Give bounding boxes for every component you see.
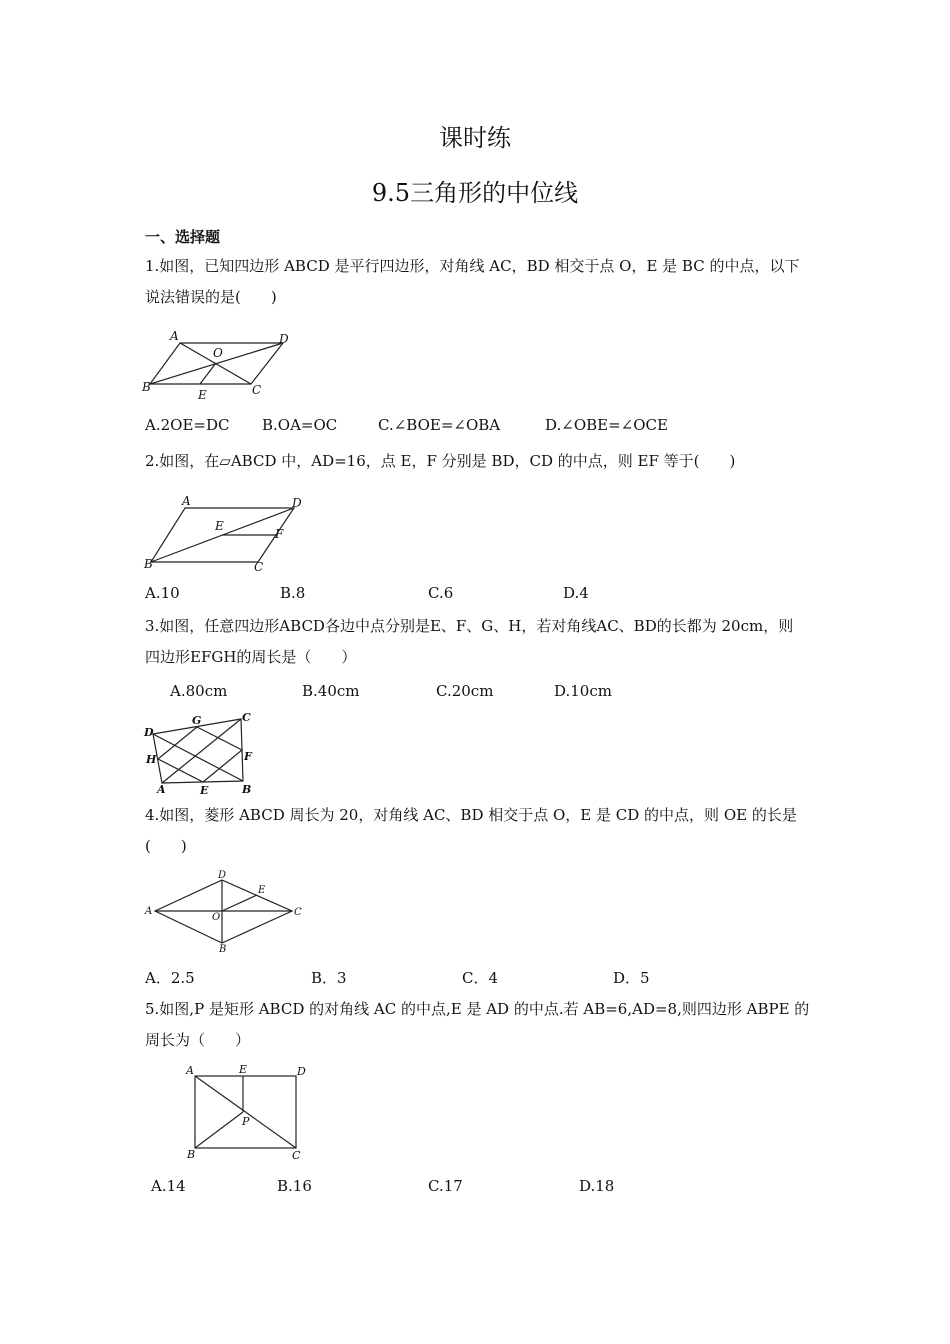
fig1-label-o: O [213, 346, 223, 360]
fig2-label-f: F [275, 527, 284, 541]
q1-option-c: C.∠BOE=∠OBA [378, 416, 501, 434]
q4-option-b: B．3 [311, 969, 347, 987]
question-5-line2: 周长为（ ） [145, 1031, 251, 1049]
fig2-label-d: D [292, 496, 302, 510]
fig1-label-b: B [142, 380, 151, 394]
question-2-line1: 2.如图，在▱ABCD 中，AD=16，点 E，F 分别是 BD，CD 的中点，则 EF 等于( ) [145, 452, 736, 470]
q5-option-d: D.18 [579, 1177, 615, 1195]
section-heading: 一、选择题 [145, 228, 221, 246]
question-5-line1: 5.如图,P 是矩形 ABCD 的对角线 AC 的中点,E 是 AD 的中点.若 AB=6,AD=8,则四边形 ABPE 的 [145, 1000, 810, 1018]
fig5-label-e: E [239, 1063, 248, 1076]
fig4-label-b: B [219, 944, 227, 955]
fig3-label-d: D [144, 726, 154, 739]
question-3-line2: 四边形EFGH的周长是（ ） [145, 648, 357, 666]
fig5-label-p: P [242, 1115, 250, 1128]
fig3-label-e: E [200, 784, 209, 797]
fig1-label-a: A [170, 329, 179, 343]
q4-option-c: C．4 [462, 969, 499, 987]
q3-option-d: D.10cm [554, 682, 612, 700]
fig4-label-d: D [218, 870, 227, 881]
fig3-label-g: G [192, 714, 202, 727]
question-1-line1: 1.如图，已知四边形 ABCD 是平行四边形，对角线 AC，BD 相交于点 O，E 是 BC 的中点，以下 [145, 257, 800, 275]
fig3-label-f: F [244, 750, 252, 763]
fig2-label-c: C [254, 560, 264, 574]
fig5-label-d: D [297, 1065, 306, 1078]
q1-option-b: B.OA=OC [262, 416, 338, 434]
question-1-line2: 说法错误的是( ) [145, 288, 277, 306]
q4-option-a: A．2.5 [145, 969, 195, 987]
q5-option-b: B.16 [277, 1177, 312, 1195]
fig4-segment-oe [222, 895, 257, 911]
lesson-title: 9.5三角形的中位线 [371, 179, 579, 207]
question-4-line2: ( ) [145, 837, 187, 855]
fig5-segment-bp [195, 1112, 243, 1148]
fig3-label-c: C [242, 711, 251, 724]
fig5-label-a: A [186, 1064, 194, 1077]
fig2-label-b: B [144, 557, 153, 571]
fig1-label-c: C [252, 383, 262, 397]
fig2-label-a: A [182, 494, 191, 508]
fig2-label-e: E [215, 519, 224, 533]
question-3-line1: 3.如图，任意四边形ABCD各边中点分别是E、F、G、H，若对角线AC、BD的长都为 20cm，则 [145, 617, 794, 635]
fig1-label-d: D [279, 332, 289, 346]
q5-option-c: C.17 [428, 1177, 463, 1195]
q2-option-c: C.6 [428, 584, 454, 602]
q3-option-b: B.40cm [302, 682, 360, 700]
fig5-label-c: C [292, 1149, 301, 1162]
fig4-label-c: C [294, 907, 302, 918]
fig1-label-e: E [198, 388, 207, 402]
q3-option-c: C.20cm [436, 682, 494, 700]
fig4-label-o: O [212, 912, 221, 923]
q3-option-a: A.80cm [170, 682, 228, 700]
q2-option-d: D.4 [563, 584, 589, 602]
question-4-line1: 4.如图，菱形 ABCD 周长为 20，对角线 AC、BD 相交于点 O，E 是 CD 的中点，则 OE 的长是 [145, 806, 797, 824]
q5-option-a: A.14 [151, 1177, 186, 1195]
fig3-diagonal-bd [153, 734, 243, 781]
q4-option-d: D．5 [613, 969, 650, 987]
q1-option-d: D.∠OBE=∠OCE [545, 416, 668, 434]
q2-option-a: A.10 [145, 584, 180, 602]
fig4-label-e: E [258, 885, 266, 896]
fig3-label-h: H [146, 753, 157, 766]
page-title: 课时练 [439, 124, 511, 152]
fig3-label-a: A [157, 783, 166, 796]
q1-option-a: A.2OE=DC [145, 416, 230, 434]
fig3-label-b: B [242, 783, 252, 796]
q2-option-b: B.8 [280, 584, 306, 602]
fig4-label-a: A [145, 906, 153, 917]
fig5-label-b: B [187, 1148, 196, 1161]
